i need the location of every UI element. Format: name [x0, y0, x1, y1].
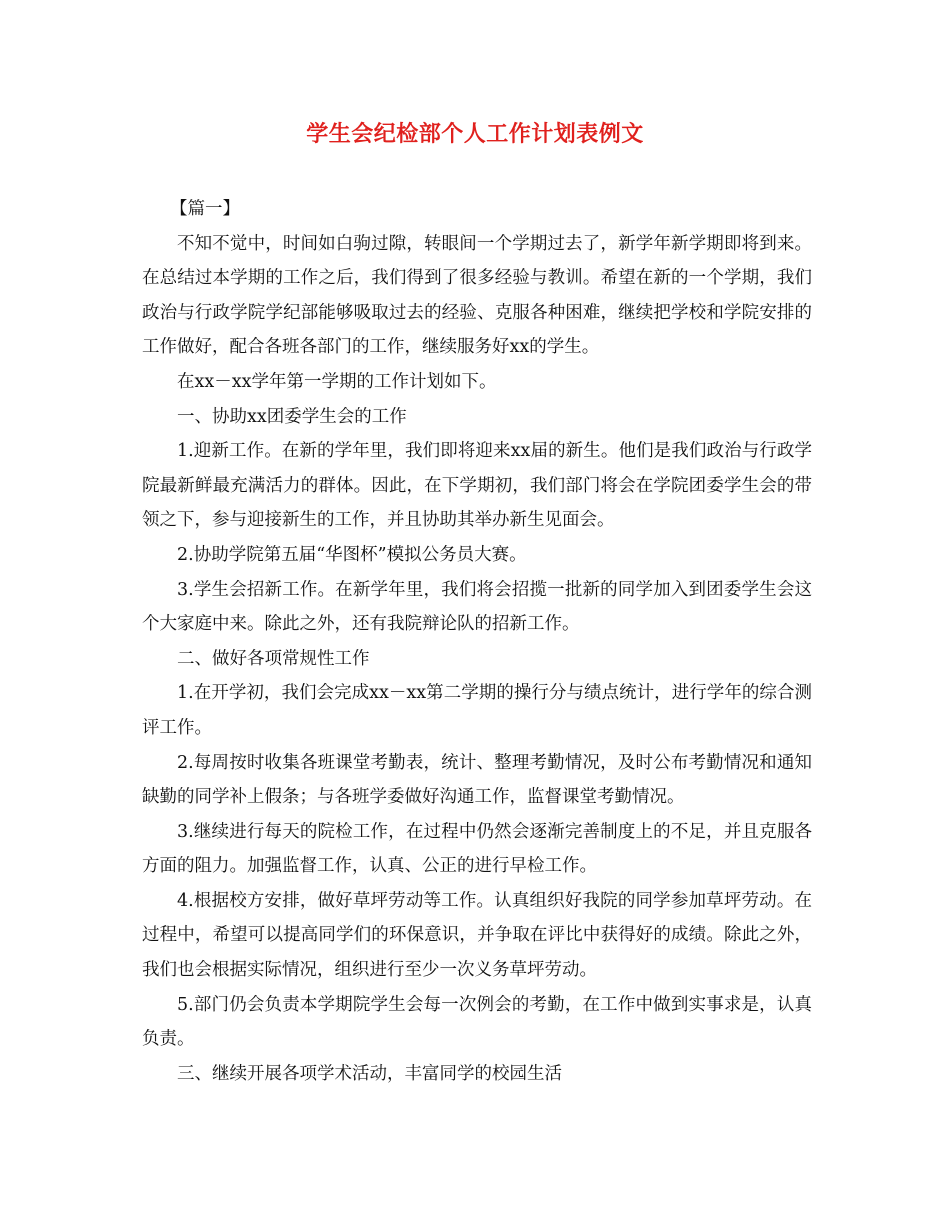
paragraph: 不知不觉中，时间如白驹过隙，转眼间一个学期过去了，新学年新学期即将到来。在总结过本学期的工作之后，我们得到了很多经验与教训。希望在新的一个学期，我们政治与行政学院学纪部能够吸取过去的经验、克服各种困难，继续把学校和学院安排的工作做好，配合各班各部门的工作，继续服务好xx的学生。: [142, 233, 812, 358]
list-item: 1.迎新工作。在新的学年里，我们即将迎来xx届的新生。他们是我们政治与行政学院最新鲜最充满活力的群体。因此，在下学期初，我们部门将会在学院团委学生会的带领之下，参与迎接新生的工作，并且协助其举办新生见面会。: [142, 441, 812, 531]
list-item: 2.协助学院第五届“华图杯”模拟公务员大赛。: [177, 544, 527, 565]
section-label: 【篇一】: [170, 199, 240, 219]
document-title: 学生会纪检部个人工作计划表例文: [306, 121, 644, 147]
list-item: 1.在开学初，我们会完成xx－xx第二学期的操行分与绩点统计，进行学年的综合测评工作。: [142, 683, 812, 738]
paragraph: 在xx－xx学年第一学期的工作计划如下。: [177, 371, 497, 392]
list-item: 4.根据校方安排，做好草坪劳动等工作。认真组织好我院的同学参加草坪劳动。在过程中，希望可以提高同学们的环保意识，并争取在评比中获得好的成绩。除此之外，我们也会根据实际情况，组织进行至少一次义务草坪劳动。: [142, 890, 812, 981]
list-item: 3.学生会招新工作。在新学年里，我们将会招揽一批新的同学加入到团委学生会这个大家庭中来。除此之外，还有我院辩论队的招新工作。: [142, 579, 812, 635]
list-item: 5.部门仍会负责本学期院学生会每一次例会的考勤，在工作中做到实事求是，认真负责。: [142, 994, 812, 1050]
section-heading: 二、做好各项常规性工作: [177, 648, 370, 669]
list-item: 2.每周按时收集各班课堂考勤表，统计、整理考勤情况，及时公布考勤情况和通知缺勤的同学补上假条；与各班学委做好沟通工作，监督课堂考勤情况。: [142, 752, 812, 808]
document-body: [142, 192, 812, 1091]
section-heading: 三、继续开展各项学术活动，丰富同学的校园生活: [177, 1063, 562, 1084]
section-heading: 一、协助xx团委学生会的工作: [177, 406, 407, 427]
list-item: 3.继续进行每天的院检工作，在过程中仍然会逐渐完善制度上的不足，并且克服各方面的阻力。加强监督工作，认真、公正的进行早检工作。: [142, 821, 812, 877]
